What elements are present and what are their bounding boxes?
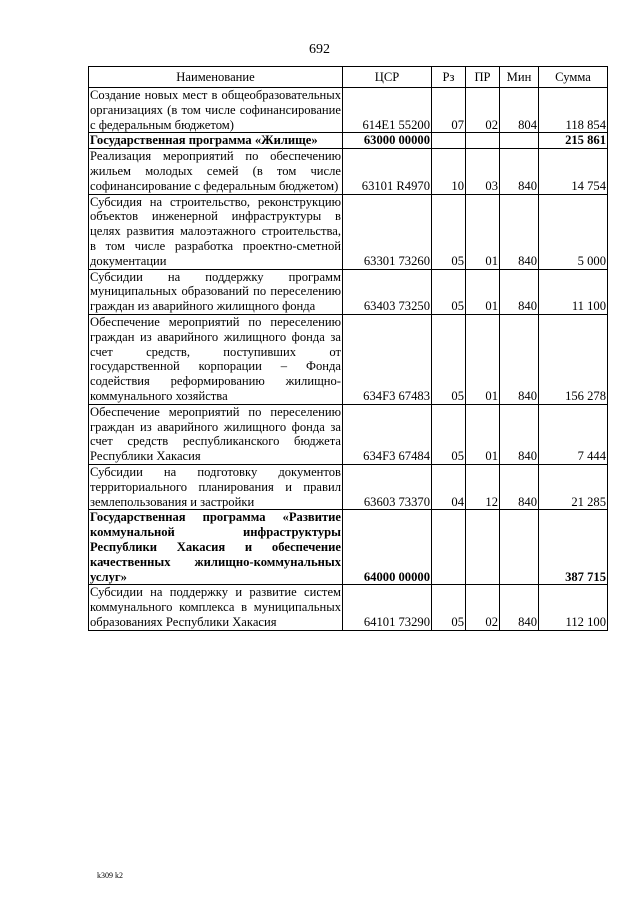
cell-min: 840 xyxy=(500,404,539,464)
header-pr: ПР xyxy=(466,67,500,88)
cell-csr: 63403 73250 xyxy=(343,269,432,314)
table-row xyxy=(89,194,608,269)
header-min: Мин xyxy=(500,67,539,88)
cell-rz: 07 xyxy=(432,88,466,133)
cell-sum: 215 861 xyxy=(539,133,608,149)
cell-sum: 11 100 xyxy=(539,269,608,314)
cell-csr: 634F3 67484 xyxy=(343,404,432,464)
cell-pr: 01 xyxy=(466,194,500,269)
table-row xyxy=(89,404,608,464)
table-row xyxy=(89,314,608,404)
cell-pr: 02 xyxy=(466,88,500,133)
cell-min xyxy=(500,133,539,149)
cell-sum: 21 285 xyxy=(539,464,608,509)
cell-csr: 63101 R4970 xyxy=(343,149,432,194)
cell-min: 840 xyxy=(500,464,539,509)
header-rz: Рз xyxy=(432,67,466,88)
cell-pr: 02 xyxy=(466,585,500,630)
cell-pr: 01 xyxy=(466,404,500,464)
cell-csr: 614E1 55200 xyxy=(343,88,432,133)
cell-sum: 156 278 xyxy=(539,314,608,404)
cell-rz: 10 xyxy=(432,149,466,194)
cell-name: Государственная программа «Жилище» xyxy=(89,133,343,149)
cell-rz: 05 xyxy=(432,314,466,404)
cell-sum: 14 754 xyxy=(539,149,608,194)
cell-csr: 64101 73290 xyxy=(343,585,432,630)
cell-sum: 387 715 xyxy=(539,510,608,585)
cell-min: 840 xyxy=(500,194,539,269)
cell-sum: 7 444 xyxy=(539,404,608,464)
cell-name: Обеспечение мероприятий по переселению граждан из аварийного жилищного фонда за счет средств республиканского бюджета Республики Хакасия xyxy=(90,404,341,464)
cell-name: Реализация мероприятий по обеспечению жильем молодых семей (в том числе софинансирование с федеральным бюджетом) xyxy=(90,149,341,193)
cell-min: 840 xyxy=(500,269,539,314)
table-row xyxy=(89,149,608,194)
cell-min: 840 xyxy=(500,585,539,630)
cell-pr: 01 xyxy=(466,314,500,404)
table-row-program xyxy=(89,133,608,149)
cell-pr xyxy=(466,510,500,585)
cell-pr: 03 xyxy=(466,149,500,194)
cell-csr: 63000 00000 xyxy=(343,133,432,149)
cell-rz: 05 xyxy=(432,194,466,269)
cell-name: Субсидии на подготовку документов территориального планирования и правил землепользования и застройки xyxy=(90,464,341,509)
header-sum: Сумма xyxy=(539,67,608,88)
cell-name: Государственная программа «Развитие коммунальной инфраструктуры Республики Хакасия и обеспечение качественных жилищно-коммунальных услуг» xyxy=(90,510,341,584)
cell-name: Субсидии на поддержку и развитие систем коммунального комплекса в муниципальных образованиях Республики Хакасия xyxy=(90,585,341,629)
cell-name: Субсидия на строительство, реконструкцию объектов инженерной инфраструктуры в целях развития малоэтажного строительства, в том числе разработка проектно-сметной документации xyxy=(90,194,341,268)
cell-rz xyxy=(432,133,466,149)
table-header-row xyxy=(89,67,608,88)
table-row-program xyxy=(89,510,608,585)
header-name: Наименование xyxy=(89,67,343,88)
cell-rz: 05 xyxy=(432,269,466,314)
cell-pr xyxy=(466,133,500,149)
footer-code: k309 k2 xyxy=(97,871,123,880)
cell-csr: 63603 73370 xyxy=(343,464,432,509)
cell-csr: 63301 73260 xyxy=(343,194,432,269)
cell-csr: 634F3 67483 xyxy=(343,314,432,404)
cell-rz: 05 xyxy=(432,585,466,630)
cell-sum: 112 100 xyxy=(539,585,608,630)
cell-min: 840 xyxy=(500,149,539,194)
cell-rz: 05 xyxy=(432,404,466,464)
header-csr: ЦСР xyxy=(343,67,432,88)
cell-name: Создание новых мест в общеобразовательных организациях (в том числе софинансирование с федеральным бюджетом) xyxy=(90,88,341,132)
cell-pr: 01 xyxy=(466,269,500,314)
page-number: 692 xyxy=(309,42,330,57)
cell-min: 804 xyxy=(500,88,539,133)
cell-min: 840 xyxy=(500,314,539,404)
table-row xyxy=(89,464,608,509)
cell-name: Обеспечение мероприятий по переселению граждан из аварийного жилищного фонда за счет средств, поступивших от государственной корпорации – Фонда содействия реформированию жилищно-коммунального хозяйства xyxy=(90,314,341,403)
cell-rz: 04 xyxy=(432,464,466,509)
cell-rz xyxy=(432,510,466,585)
cell-min xyxy=(500,510,539,585)
budget-table xyxy=(88,66,608,631)
cell-pr: 12 xyxy=(466,464,500,509)
cell-csr: 64000 00000 xyxy=(343,510,432,585)
table-row xyxy=(89,585,608,630)
cell-sum: 118 854 xyxy=(539,88,608,133)
cell-name: Субсидии на поддержку программ муниципальных образований по переселению граждан из аварийного жилищного фонда xyxy=(90,269,341,314)
table-row xyxy=(89,88,608,133)
table-row xyxy=(89,269,608,314)
cell-sum: 5 000 xyxy=(539,194,608,269)
